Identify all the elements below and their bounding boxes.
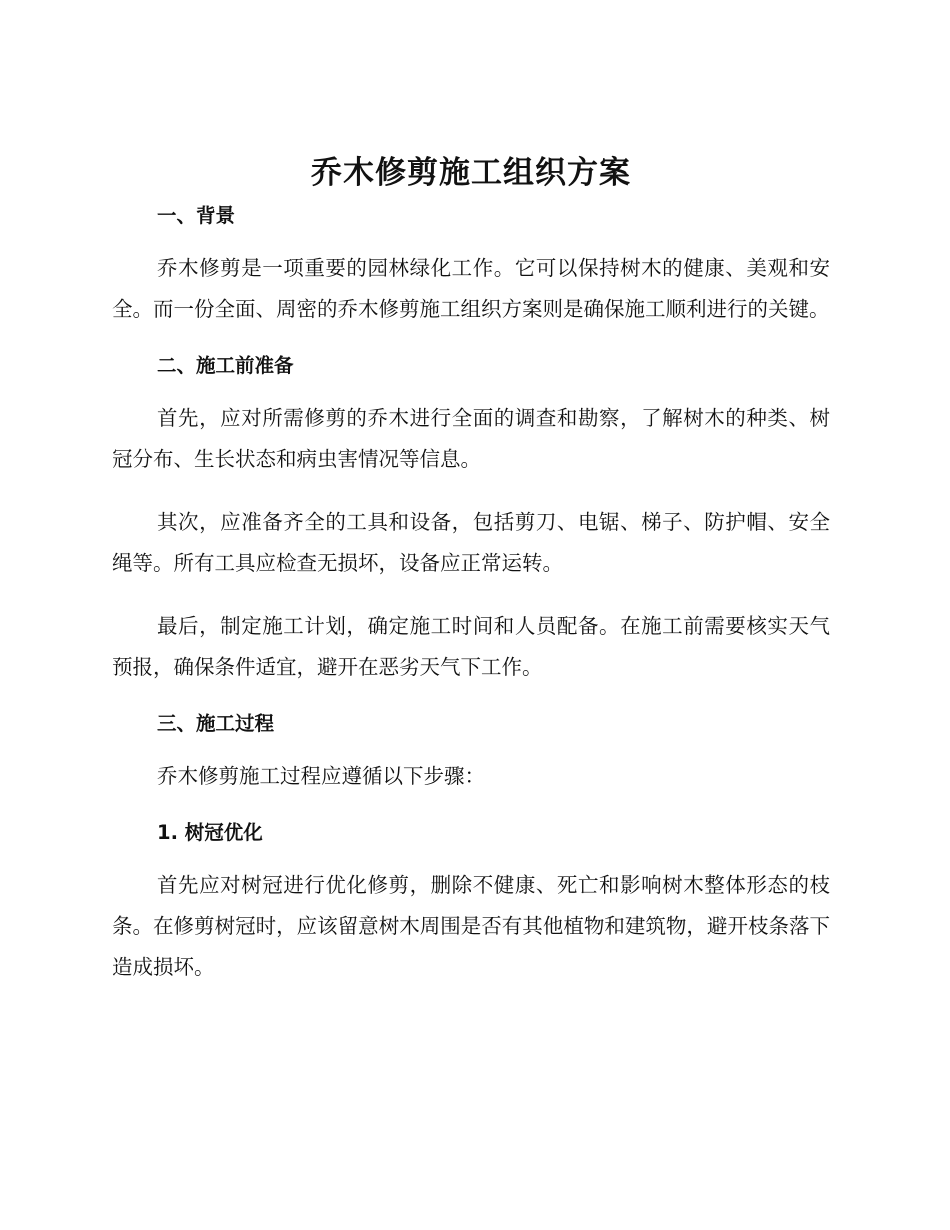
document-title: 乔木修剪施工组织方案: [311, 155, 631, 191]
paragraph-survey: 首先，应对所需修剪的乔木进行全面的调查和勘察，了解树木的种类、树冠分布、生长状态和病虫害情况等信息。: [112, 406, 830, 471]
paragraph-tools: 其次，应准备齐全的工具和设备，包括剪刀、电锯、梯子、防护帽、安全绳等。所有工具应检查无损坏，设备应正常运转。: [112, 510, 830, 575]
section-heading-background: 一、背景: [157, 204, 236, 227]
document-body: [112, 150, 830, 988]
paragraph-background: 乔木修剪是一项重要的园林绿化工作。它可以保持树木的健康、美观和安全。而一份全面、周密的乔木修剪施工组织方案则是确保施工顺利进行的关键。: [112, 256, 830, 321]
section-heading-process: 三、施工过程: [157, 712, 275, 735]
subsection-heading-crown: 1. 树冠优化: [157, 821, 263, 844]
paragraph-crown: 首先应对树冠进行优化修剪，删除不健康、死亡和影响树木整体形态的枝条。在修剪树冠时，应该留意树木周围是否有其他植物和建筑物，避开枝条落下造成损坏。: [112, 873, 830, 979]
paragraph-plan: 最后，制定施工计划，确定施工时间和人员配备。在施工前需要核实天气预报，确保条件适宜，避开在恶劣天气下工作。: [112, 614, 830, 679]
section-heading-preparation: 二、施工前准备: [157, 354, 294, 377]
paragraph-process-intro: 乔木修剪施工过程应遵循以下步骤：: [157, 764, 485, 788]
